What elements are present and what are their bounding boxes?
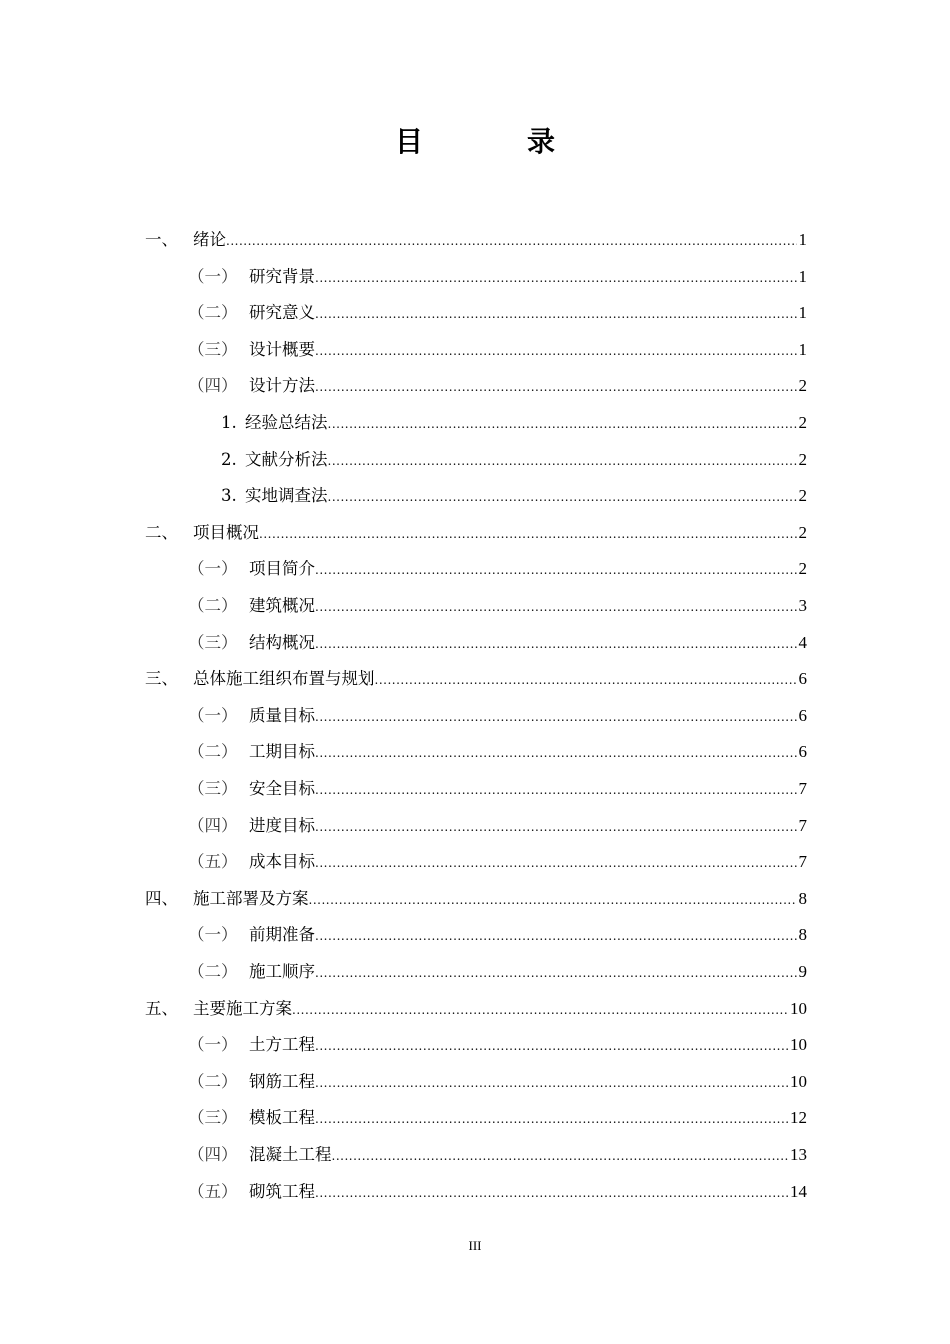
toc-entry-page: 9 <box>798 962 807 981</box>
toc-entry-number: （四） <box>188 1145 238 1164</box>
toc-dot-leader <box>259 516 797 552</box>
toc-dot-leader <box>375 662 797 698</box>
toc-dot-leader <box>328 479 797 515</box>
toc-entry-number: （二） <box>188 742 238 762</box>
toc-entry-title: 质量目标 <box>249 705 315 725</box>
toc-entry-title: 进度目标 <box>249 815 315 835</box>
toc-entry-page: 13 <box>790 1145 807 1164</box>
toc-dot-leader <box>315 735 797 771</box>
toc-dot-leader <box>328 443 797 479</box>
toc-entry[interactable] <box>188 1174 807 1210</box>
toc-entry-number: （二） <box>188 596 238 615</box>
toc-entry-page: 6 <box>798 705 807 725</box>
toc-entry-page: 10 <box>790 1035 807 1055</box>
toc-entry[interactable] <box>145 515 807 551</box>
toc-entry-number: （二） <box>188 303 238 323</box>
toc-dot-leader <box>315 918 797 954</box>
toc-dot-leader <box>315 1028 788 1064</box>
toc-entry-number: （三） <box>188 1108 238 1128</box>
toc-entry[interactable] <box>188 332 807 368</box>
toc-entry[interactable] <box>188 588 807 624</box>
toc-dot-leader <box>315 809 797 845</box>
toc-dot-leader <box>315 699 797 735</box>
toc-entry-page: 7 <box>798 779 807 798</box>
toc-dot-leader <box>315 260 797 296</box>
toc-entry-number: （二） <box>188 1071 238 1091</box>
toc-dot-leader <box>315 626 797 662</box>
toc-entry[interactable] <box>188 1137 807 1173</box>
toc-entry[interactable] <box>188 844 807 880</box>
toc-entry-number: （五） <box>188 1181 238 1201</box>
toc-entry-page: 1 <box>798 266 807 286</box>
toc-entry-number: （三） <box>188 632 238 652</box>
toc-entry-title: 设计概要 <box>249 339 315 359</box>
toc-entry-title: 实地调查法 <box>245 486 328 506</box>
toc-entry-number: （四） <box>188 376 238 396</box>
toc-entry-page: 2 <box>798 522 807 542</box>
toc-entry-title: 砌筑工程 <box>249 1181 315 1201</box>
toc-entry-page: 2 <box>798 413 807 432</box>
toc-entry[interactable] <box>188 1027 807 1063</box>
toc-entry-number: 一、 <box>145 230 178 249</box>
toc-entry-number: （四） <box>188 815 238 835</box>
toc-entry-number: （一） <box>188 1035 238 1055</box>
toc-entry-number: 四、 <box>145 888 178 908</box>
toc-entry[interactable] <box>188 368 807 404</box>
toc-entry[interactable] <box>145 222 807 258</box>
toc-dot-leader <box>226 223 797 259</box>
toc-entry-number: （五） <box>188 852 238 872</box>
toc-entry-number: 1. <box>221 413 237 432</box>
toc-dot-leader <box>328 406 797 442</box>
toc-dot-leader <box>332 1138 789 1174</box>
toc-entry-page: 1 <box>798 303 807 323</box>
toc-entry-number: 五、 <box>145 998 178 1018</box>
toc-dot-leader <box>292 992 788 1028</box>
toc-entry[interactable] <box>188 698 807 734</box>
toc-entry-number: （一） <box>188 266 238 286</box>
toc-entry-number: 三、 <box>145 669 178 689</box>
toc-entry-number: （二） <box>188 962 238 981</box>
toc-entry-page: 14 <box>790 1181 807 1201</box>
toc-entry-number: （一） <box>188 559 238 579</box>
toc-entry-title: 工期目标 <box>249 742 315 762</box>
toc-entry-title: 绪论 <box>193 230 226 249</box>
toc-entry-page: 2 <box>798 559 807 579</box>
toc-entry-page: 1 <box>798 230 807 249</box>
toc-entry-title: 研究背景 <box>249 266 315 286</box>
toc-entry-title: 施工部署及方案 <box>193 888 309 908</box>
toc-entry-title: 模板工程 <box>249 1108 315 1128</box>
toc-entry-number: （三） <box>188 339 238 359</box>
toc-dot-leader <box>315 369 797 405</box>
toc-dot-leader <box>315 1065 788 1101</box>
toc-entry[interactable] <box>145 661 807 697</box>
toc-entry-title: 设计方法 <box>249 376 315 396</box>
page-number-footer: III <box>468 1238 482 1253</box>
toc-entry-page: 8 <box>798 888 807 908</box>
toc-entry[interactable] <box>221 478 807 514</box>
toc-entry-title: 混凝土工程 <box>249 1145 332 1164</box>
toc-entry-page: 3 <box>798 596 807 615</box>
toc-entry-number: 3. <box>221 486 237 506</box>
toc-entry-title: 研究意义 <box>249 303 315 323</box>
toc-entry-number: 二、 <box>145 522 178 542</box>
toc-entry-title: 项目概况 <box>193 522 259 542</box>
toc-entry[interactable] <box>188 808 807 844</box>
toc-entry-title: 建筑概况 <box>249 596 315 615</box>
toc-entry-title: 结构概况 <box>249 632 315 652</box>
toc-entry[interactable] <box>188 625 807 661</box>
toc-entry-title: 安全目标 <box>249 779 315 798</box>
toc-dot-leader <box>315 333 797 369</box>
toc-entry[interactable] <box>188 295 807 331</box>
toc-entry-title: 成本目标 <box>249 852 315 872</box>
toc-dot-leader <box>315 772 797 808</box>
toc-entry-title: 项目简介 <box>249 559 315 579</box>
toc-entry-page: 7 <box>798 852 807 872</box>
toc-entry[interactable] <box>188 917 807 953</box>
toc-entry-number: （一） <box>188 925 238 945</box>
page-title: 目 录 <box>394 125 593 158</box>
toc-entry-title: 总体施工组织布置与规划 <box>193 669 375 689</box>
toc-entry-page: 2 <box>798 486 807 506</box>
toc-entry-title: 施工顺序 <box>249 962 315 981</box>
toc-entry[interactable] <box>188 734 807 770</box>
toc-dot-leader <box>315 1101 788 1137</box>
toc-entry-page: 6 <box>798 669 807 689</box>
toc-dot-leader <box>315 552 797 588</box>
toc-entry-number: （一） <box>188 705 238 725</box>
toc-entry[interactable] <box>188 551 807 587</box>
toc-entry-title: 钢筋工程 <box>249 1071 315 1091</box>
toc-entry[interactable] <box>188 259 807 295</box>
toc-entry[interactable] <box>145 991 807 1027</box>
toc-entry-title: 文献分析法 <box>245 449 328 469</box>
toc-entry-page: 2 <box>798 449 807 469</box>
toc-dot-leader <box>315 589 797 625</box>
toc-entry-page: 10 <box>790 998 807 1018</box>
toc-entry[interactable] <box>221 442 807 478</box>
toc-entry-page: 1 <box>798 339 807 359</box>
toc-entry-page: 12 <box>790 1108 807 1128</box>
toc-entry[interactable] <box>188 1064 807 1100</box>
toc-entry-page: 6 <box>798 742 807 762</box>
toc-entry-title: 主要施工方案 <box>193 998 292 1018</box>
toc-dot-leader <box>315 296 797 332</box>
toc-dot-leader <box>315 1175 788 1211</box>
toc-entry[interactable] <box>221 405 807 441</box>
toc-entry-title: 经验总结法 <box>245 413 328 432</box>
toc-entry[interactable] <box>188 1100 807 1136</box>
toc-entry[interactable] <box>145 881 807 917</box>
toc-entry-page: 2 <box>798 376 807 396</box>
toc-entry-page: 8 <box>798 925 807 945</box>
toc-entry-page: 4 <box>798 632 807 652</box>
toc-entry-title: 前期准备 <box>249 925 315 945</box>
toc-entry-number: （三） <box>188 779 238 798</box>
toc-dot-leader <box>315 845 797 881</box>
toc-entry-title: 土方工程 <box>249 1035 315 1055</box>
toc-dot-leader <box>309 882 797 918</box>
toc-entry-page: 10 <box>790 1071 807 1091</box>
toc-entry-page: 7 <box>798 815 807 835</box>
toc-entry-number: 2. <box>221 449 237 469</box>
toc-entry[interactable] <box>188 771 807 807</box>
toc-dot-leader <box>315 955 797 991</box>
toc-entry[interactable] <box>188 954 807 990</box>
